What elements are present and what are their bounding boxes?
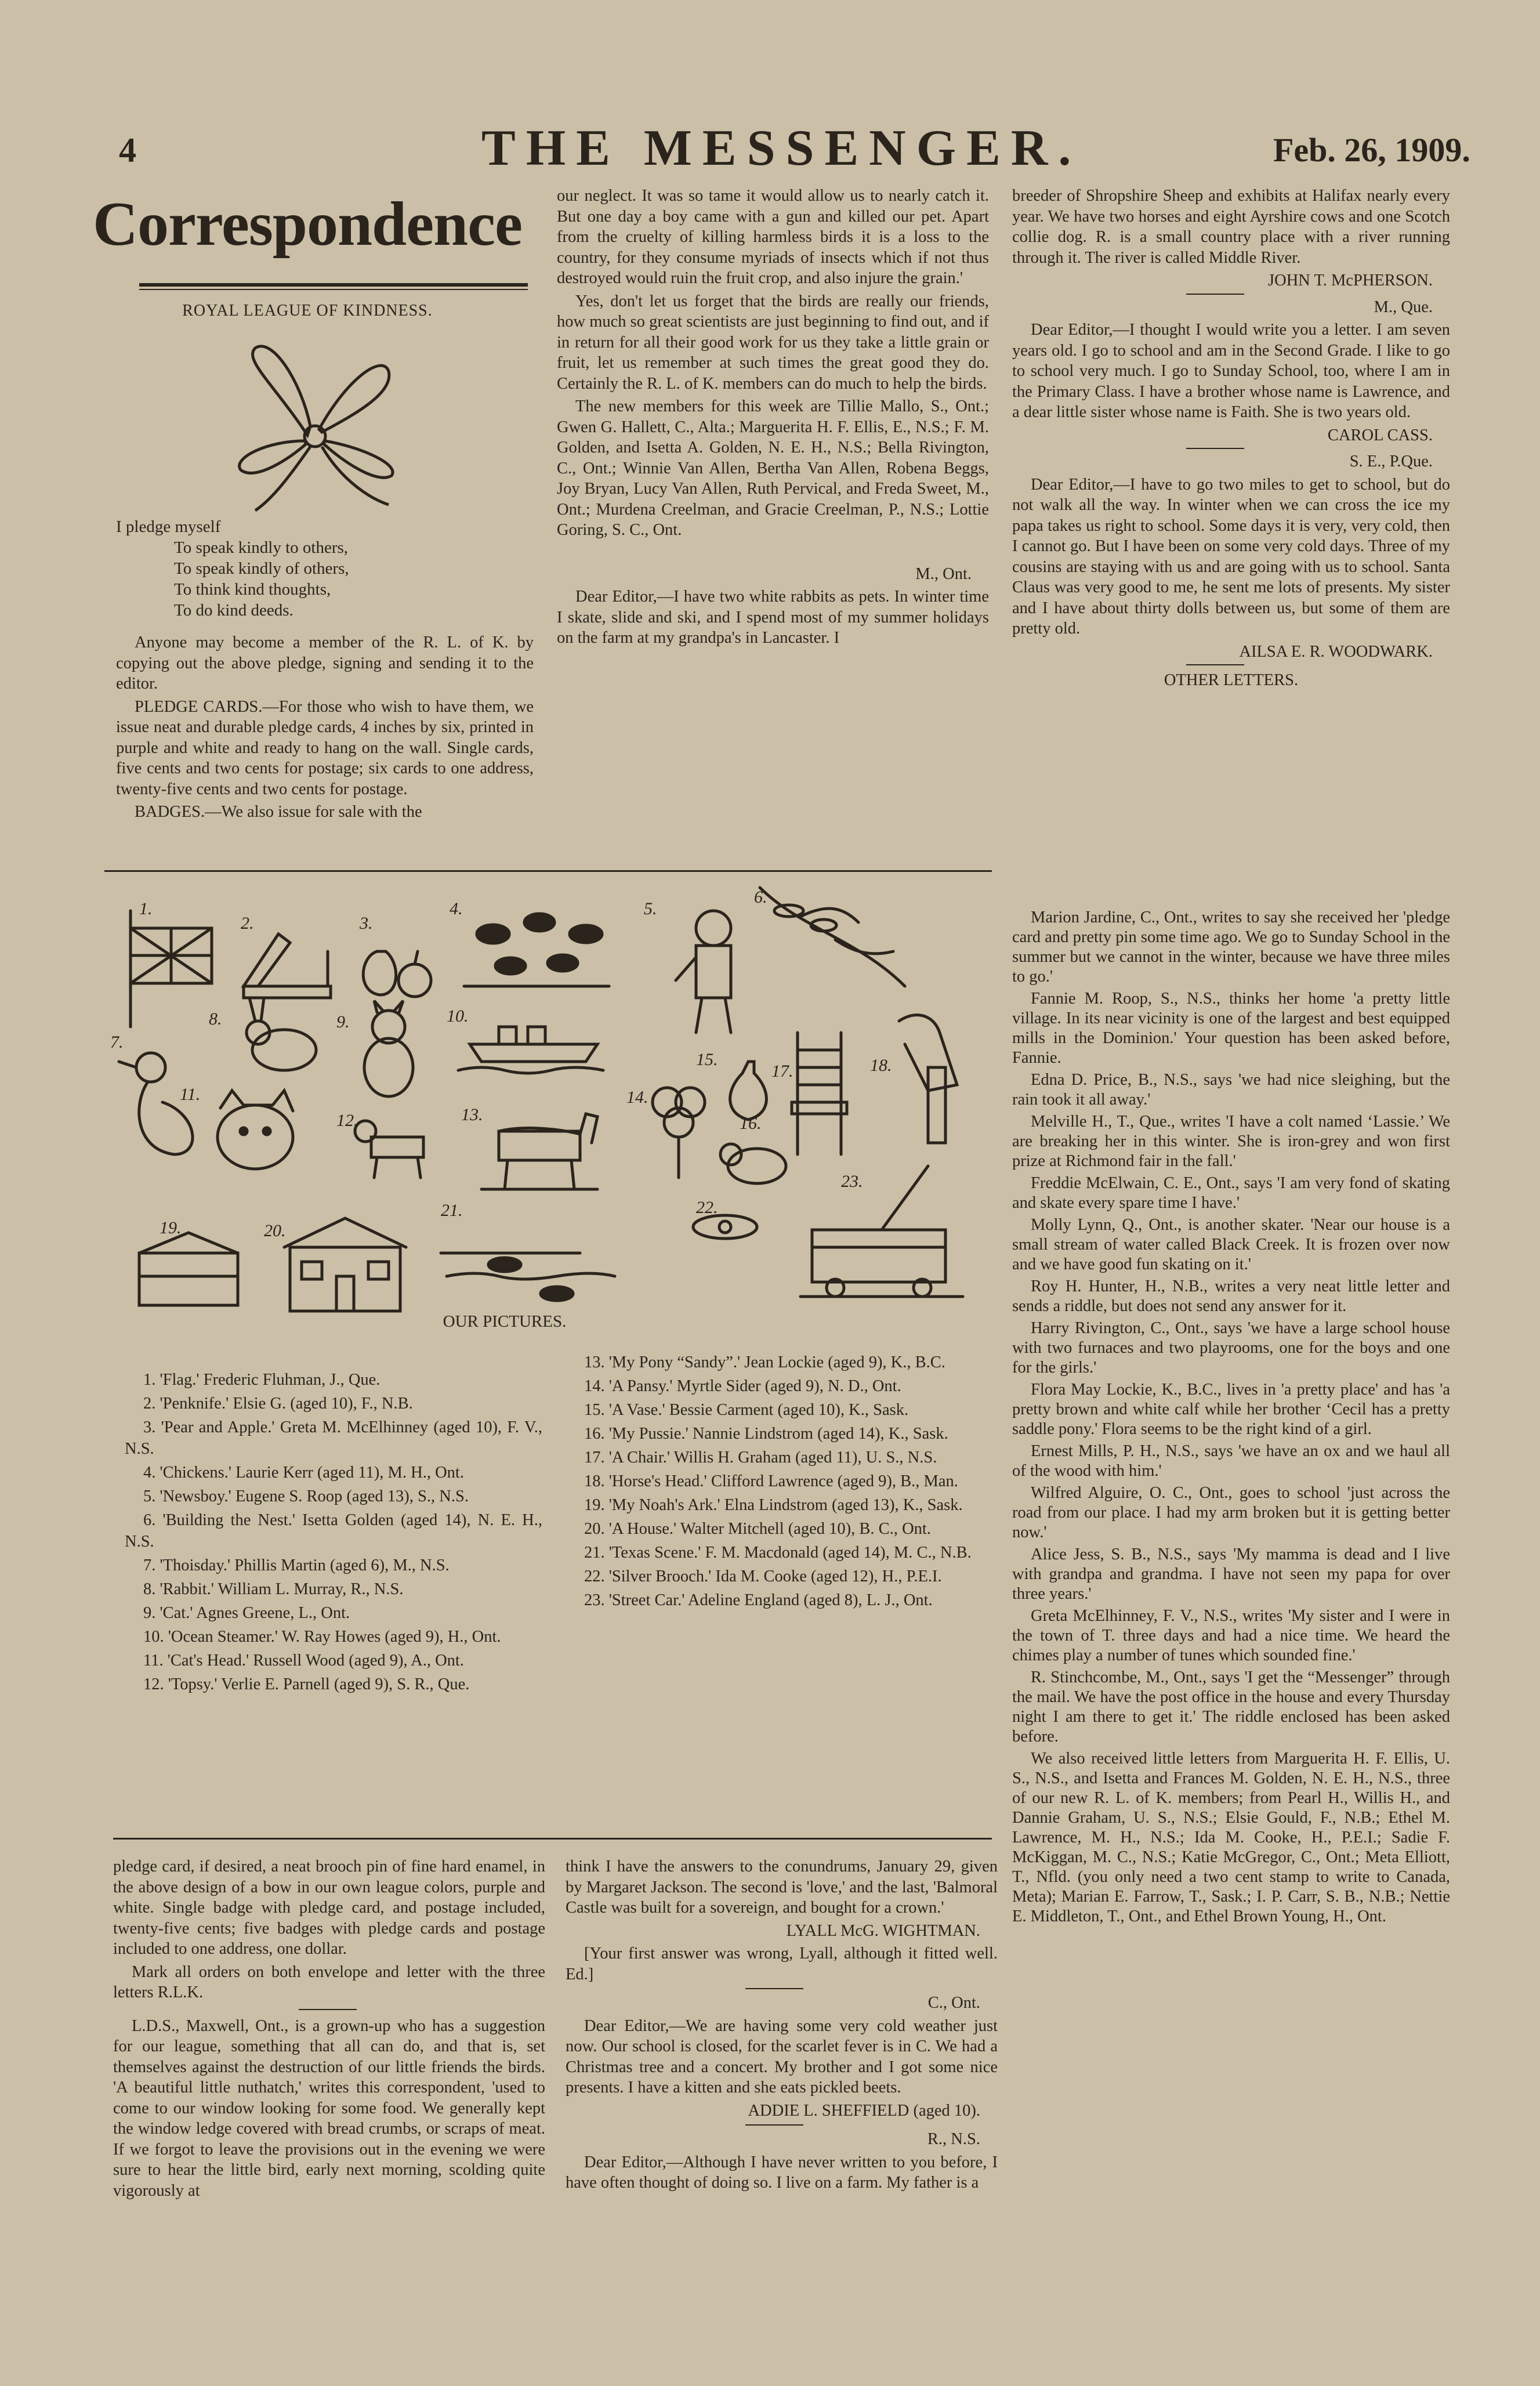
list-item: 10. 'Ocean Steamer.' W. Ray Howes (aged 9), H., Ont.: [143, 1628, 501, 1646]
signature: ADDIE L. SHEFFIELD (aged 10).: [748, 2101, 980, 2120]
letter-location: M., Que.: [1374, 298, 1433, 316]
list-item: 6. 'Building the Nest.' Isetta Golden (aged 14), N. E. H., N.S.: [125, 1511, 542, 1551]
paragraph: Fannie M. Roop, S., N.S., thinks her home 'a pretty little village. In its near vicinity is one of the largest and best equipped mills in the Dominion.' Your question has been asked before, Fannie.: [1012, 990, 1450, 1067]
letter-location: S. E., P.Que.: [1349, 452, 1433, 470]
divider: [745, 1988, 803, 1989]
picture-number: 18.: [870, 1056, 892, 1075]
list-item: 19. 'My Noah's Ark.' Elna Lindstrom (aged 13), K., Sask.: [584, 1496, 963, 1514]
divider: [299, 2009, 357, 2010]
picture-number: 7.: [110, 1033, 124, 1052]
pictures-list-right: [566, 1352, 983, 1613]
street-car-drawing: [800, 1166, 963, 1297]
list-item: 14. 'A Pansy.' Myrtle Sider (aged 9), N. D., Ont.: [584, 1377, 901, 1395]
list-item: 3. 'Pear and Apple.' Greta M. McElhinney (aged 10), F. V., N.S.: [125, 1418, 542, 1458]
pony-drawing: [481, 1114, 597, 1189]
pledge-line: To speak kindly of others,: [174, 559, 349, 578]
picture-number: 19.: [160, 1218, 182, 1237]
ocean-steamer-drawing: [458, 1027, 603, 1073]
picture-number: 15.: [696, 1050, 718, 1069]
silver-brooch-drawing: [693, 1215, 757, 1239]
picture-number: 10.: [447, 1006, 469, 1026]
paragraph: Roy H. Hunter, H., N.B., writes a very neat little letter and sends a riddle, but does not send any answer for it.: [1012, 1277, 1450, 1315]
penknife-drawing: [244, 934, 331, 998]
masthead-title: THE MESSENGER.: [481, 120, 1082, 176]
list-item: 21. 'Texas Scene.' F. M. Macdonald (aged 14), M. C., N.B.: [584, 1544, 972, 1562]
list-item: 9. 'Cat.' Agnes Greene, L., Ont.: [143, 1604, 350, 1622]
paragraph: Melville H., T., Que., writes 'I have a colt named ‘Lassie.’ We are breaking her in this winter. She is iron-grey and won first prize at Richmond fair in the fall.': [1012, 1113, 1450, 1170]
picture-number: 13.: [461, 1105, 483, 1124]
cats-head-drawing: [218, 1091, 293, 1169]
list-item: 13. 'My Pony “Sandy”.' Jean Lockie (aged 9), K., B.C.: [584, 1353, 945, 1371]
picture-number: 20.: [264, 1221, 286, 1240]
paragraph: L.D.S., Maxwell, Ont., is a grown-up who has a suggestion for our league, something that all can do, and that is, set themselves against the destruction of our little friends the birds. 'A beautiful little nuthatch,' writes this correspondent, 'used to come to our window looking for some food. We generally kept the window ledge covered with bread crumbs, or scraps of meat. If we forgot to leave the provisions out in the evening we were sure to hear the little bird, early next morning, scolding quite vigorously at: [113, 2016, 545, 2200]
topsy-drawing: [355, 1121, 423, 1178]
list-item: 4. 'Chickens.' Laurie Kerr (aged 11), M. H., Ont.: [143, 1464, 464, 1482]
picture-number: 23.: [841, 1172, 863, 1191]
picture-number: 11.: [180, 1085, 201, 1104]
vase-drawing: [730, 1062, 767, 1120]
picture-number: 5.: [644, 899, 657, 918]
list-item: 22. 'Silver Brooch.' Ida M. Cooke (aged 12), H., P.E.I.: [584, 1567, 942, 1585]
pledge-line: I pledge myself: [116, 517, 221, 536]
list-item: 20. 'A House.' Walter Mitchell (aged 10), B. C., Ont.: [584, 1520, 931, 1538]
list-item: 17. 'A Chair.' Willis H. Graham (aged 11), U. S., N.S.: [584, 1449, 937, 1467]
letter-location: M., Ont.: [915, 564, 972, 583]
paragraph: The new members for this week are Tillie Mallo, S., Ont.; Gwen G. Hallett, C., Alta.; Marguerita H. F. Ellis, E., N.S.; F. M. Golden, and Isetta A. Golden, N. E. H., N.S.; Bella Rivington, C., Ont.; Winnie Van Allen, Bertha Van Allen, Robena Beggs, Joy Bryan, Lucy Van Allen, Ruth Pervical, and Freda Sweet, M., Ont.; Murdena Creelman, and Gracie Creelman, P., N.S.; Lottie Goring, S. C., Ont.: [557, 397, 989, 539]
picture-number: 3.: [360, 914, 373, 933]
rabbit-drawing: [247, 998, 316, 1070]
pictures-caption: OUR PICTURES.: [443, 1312, 567, 1331]
col1-bottom: [113, 1856, 545, 2203]
paragraph: Dear Editor,—I have two white rabbits as pets. In winter time I skate, slide and ski, and I spend most of my summer holidays on the farm at my grandpa's in Lancaster. I: [557, 588, 989, 647]
picture-number: 12.: [336, 1111, 358, 1130]
paragraph: think I have the answers to the conundrums, January 29, given by Margaret Jackson. The second is 'love,' and the last, 'Balmoral Castle was built for a sovereign, and bought for a crown.': [566, 1858, 998, 1917]
paragraph: pledge card, if desired, a neat brooch pin of fine hard enamel, in the above design of a bow in our own league colors, purple and white. Single badge with pledge card, and postage included, twenty-five cents; five badges with pledge cards and postage included to one address, one dollar.: [113, 1858, 545, 1958]
letter-location: C., Ont.: [927, 1994, 980, 2012]
list-item: 16. 'My Pussie.' Nannie Lindstrom (aged 14), K., Sask.: [584, 1425, 948, 1443]
paragraph: We also received little letters from Marguerita H. F. Ellis, U. S., N.S., and Isetta and Frances M. Golden, N. E. H., N.S., three of our new R. L. of K. members; from Pearl H., Willis H., and Dannie Graham, U. S., N.S.; Elsie Gould, F., N.B.; Ethel M. Lawrence, M. H., N.S.; Ida M. Cooke, H., P.E.I.; Sadie F. McKiggan, M. C., N.S.; Katie McGregor, C., Ont.; Meta Elliott, T., Nfld. (you only need a two cent stamp to write to Canada, Meta); Marian E. Farrow, T., Sask.; I. P. Carr, S. B., N.B.; Nettie E. Middleton, T., Ont., and Ethel Brown Young, H., Ont.: [1012, 1750, 1450, 1925]
list-item: 2. 'Penknife.' Elsie G. (aged 10), F., N.B.: [143, 1395, 413, 1413]
paragraph: Ernest Mills, P. H., N.S., says 'we have an ox and we haul all of the wood with him.': [1012, 1442, 1450, 1480]
pictures-list-left: [125, 1369, 542, 1697]
paragraph: breeder of Shropshire Sheep and exhibits at Halifax nearly every year. We have two horses and eight Ayrshire cows and one Scotch collie dog. R. is a small country place with a river running through it. The river is called Middle River.: [1012, 187, 1450, 267]
paragraph: Greta McElhinney, F. V., N.S., writes 'My sister and I were in the town of T. three days and had a nice time. We heard the chimes play a number of tunes which sounded fine.': [1012, 1607, 1450, 1664]
list-item: 18. 'Horse's Head.' Clifford Lawrence (aged 9), B., Man.: [584, 1472, 958, 1490]
editor-note: [Your first answer was wrong, Lyall, although it fitted well. Ed.]: [566, 1945, 998, 1983]
picture-number: 14.: [626, 1088, 648, 1107]
divider: [745, 2124, 803, 2126]
list-item: 5. 'Newsboy.' Eugene S. Roop (aged 13), S., N.S.: [143, 1487, 469, 1505]
house-drawing: [284, 1218, 406, 1311]
league-title: ROYAL LEAGUE OF KINDNESS.: [182, 302, 433, 320]
branch-nest-drawing: [760, 888, 905, 986]
picture-number: 8.: [209, 1009, 222, 1029]
paragraph: Dear Editor,—Although I have never written to you before, I have often thought of doing so. I live on a farm. My father is a: [566, 2153, 998, 2192]
signature: LYALL McG. WIGHTMAN.: [786, 1921, 980, 1940]
list-item: 11. 'Cat's Head.' Russell Wood (aged 9), A., Ont.: [143, 1652, 464, 1670]
paragraph: Flora May Lockie, K., B.C., lives in 'a pretty place' and has 'a pretty brown and white calf while her brother ‘Cecil has a pretty saddle pony.' Flora seems to be the right kind of a girl.: [1012, 1381, 1450, 1438]
paragraph: Alice Jess, S. B., N.S., says 'My mamma is dead and I live with grandpa and grandma. I have not seen my papa for over three years.': [1012, 1545, 1450, 1603]
paragraph: Dear Editor,—I thought I would write you a letter. I am seven years old. I go to school and am in the Second Grade. I like to go to school very much. I go to Sunday School, too, where I am in the Primary Class. I have a brother whose name is Lawrence, and a dear little sister whose name is Faith. She is two years old.: [1012, 321, 1450, 421]
section-heading: Correspondence: [93, 190, 522, 259]
paragraph: Marion Jardine, C., Ont., writes to say she received her 'pledge card and pretty pin some time ago. We go to Sunday School in the summer but we cannot in the winter, because we have three miles to go.': [1012, 908, 1450, 986]
cat-drawing: [364, 1001, 413, 1096]
paragraph: Harry Rivington, C., Ont., says 'we have a large school house with two furnaces and two playrooms, one for the boys and one for the girls.': [1012, 1319, 1450, 1377]
picture-number: 6.: [754, 888, 767, 907]
horses-head-drawing: [899, 1015, 957, 1143]
paragraph: Molly Lynn, Q., Ont., is another skater. 'Near our house is a small stream of water called Black Creek. It is frozen over now and we have good fun skating on it.': [1012, 1216, 1450, 1273]
list-item: 15. 'A Vase.' Bessie Carment (aged 10), K., Sask.: [584, 1401, 909, 1419]
list-item: 23. 'Street Car.' Adeline England (aged 8), L. J., Ont.: [584, 1591, 933, 1609]
pledge-line: To think kind thoughts,: [174, 580, 331, 599]
signature: AILSA E. R. WOODWARK.: [1239, 642, 1433, 661]
issue-date: Feb. 26, 1909.: [1273, 131, 1470, 169]
signature: JOHN T. McPHERSON.: [1268, 271, 1433, 289]
list-item: 7. 'Thoisday.' Phillis Martin (aged 6), M., N.S.: [143, 1556, 450, 1574]
picture-number: 2.: [241, 914, 254, 933]
page-number: 4: [119, 131, 136, 169]
col2-bottom: [566, 1856, 998, 2196]
picture-number: 22.: [696, 1198, 718, 1217]
other-letters-title: OTHER LETTERS.: [1164, 671, 1299, 689]
paragraph: Anyone may become a member of the R. L. of K. by copying out the above pledge, signing and sending it to the editor.: [116, 633, 534, 693]
texas-scene-drawing: [441, 1253, 615, 1301]
list-item: 1. 'Flag.' Frederic Fluhman, J., Que.: [143, 1371, 381, 1389]
paragraph: Edna D. Price, B., N.S., says 'we had nice sleighing, but the rain took it all away.': [1012, 1071, 1450, 1109]
picture-number: 1.: [139, 899, 153, 918]
picture-number: 17.: [771, 1062, 793, 1081]
picture-number: 16.: [740, 1114, 762, 1133]
chair-drawing: [792, 1033, 847, 1154]
paragraph: Mark all orders on both envelope and letter with the three letters R.L.K.: [113, 1963, 545, 2001]
paragraph: our neglect. It was so tame it would allow us to nearly catch it. But one day a boy came with a gun and killed our pet. Apart from the cruelty of killing harmless birds it is a loss to the country, for they consume myriads of insects which if not thus destroyed would ruin the fruit crop, and also injure the grain.': [557, 187, 989, 287]
letter-location: R., N.S.: [927, 2130, 980, 2148]
flag-drawing: [131, 911, 212, 1027]
list-item: 12. 'Topsy.' Verlie E. Parnell (aged 9), S. R., Que.: [143, 1675, 470, 1693]
pansy-drawing: [653, 1088, 705, 1178]
paragraph: R. Stinchcombe, M., Ont., says 'I get the “Messenger” through the mail. We have the post office in the house and every Thursday night I am there to get it.' The riddle enclosed has been asked before.: [1012, 1668, 1450, 1746]
picture-number: 9.: [336, 1012, 350, 1031]
paragraph: Wilfred Alguire, O. C., Ont., goes to school 'just across the road from our place. I had my arm broken but it is getting better now.': [1012, 1484, 1450, 1541]
paragraph: Dear Editor,—I have to go two miles to get to school, but do not walk all the way. In winter when we can cross the ice my papa takes us right to school. Some days it is very, very cold, then I cannot go. But I have been on some very cold days. Three of my cousins are staying with us and are going with us to school. Santa Claus was very good to me, he sent me lots of presents. My sister and I have about thirty dolls between us, but some of them are pretty old.: [1012, 475, 1450, 638]
paragraph: Freddie McElwain, C. E., Ont., says 'I am very fond of skating and skate every spare time I have.': [1012, 1174, 1450, 1212]
paragraph: Yes, don't let us forget that the birds are really our friends, how much so great scientists are just beginning to find out, and if in return for all their good work for us they take a little grain or fruit, let us remember at such times the great good they do. Certainly the R. L. of K. members can do much to help the birds.: [557, 292, 989, 393]
paragraph: BADGES.—We also issue for sale with the: [135, 803, 422, 821]
pussie-drawing: [720, 1144, 786, 1183]
list-item: 8. 'Rabbit.' William L. Murray, R., N.S.: [143, 1580, 404, 1598]
pledge-line: To speak kindly to others,: [174, 538, 349, 557]
paragraph: PLEDGE CARDS.—For those who wish to have them, we issue neat and durable pledge cards, 4 inches by six, printed in purple and white and ready to hang on the wall. Single cards, five cents and two cents for postage; six cards to one address, twenty-five cents and two cents for postage.: [116, 697, 534, 798]
chickens-drawing: [464, 914, 609, 986]
newsboy-drawing: [676, 911, 731, 1033]
pledge-line: To do kind deeds.: [174, 601, 293, 620]
picture-number: 4.: [450, 899, 463, 918]
picture-number: 21.: [441, 1201, 463, 1220]
signature: CAROL CASS.: [1327, 426, 1433, 444]
pear-apple-drawing: [363, 951, 431, 997]
noahs-ark-drawing: [139, 1233, 238, 1305]
paragraph: Dear Editor,—We are having some very cold weather just now. Our school is closed, for the scarlet fever is in C. We had a Christmas tree and a concert. My brother and I got some nice presents. I have a kitten and she eats pickled beets.: [566, 2016, 998, 2097]
